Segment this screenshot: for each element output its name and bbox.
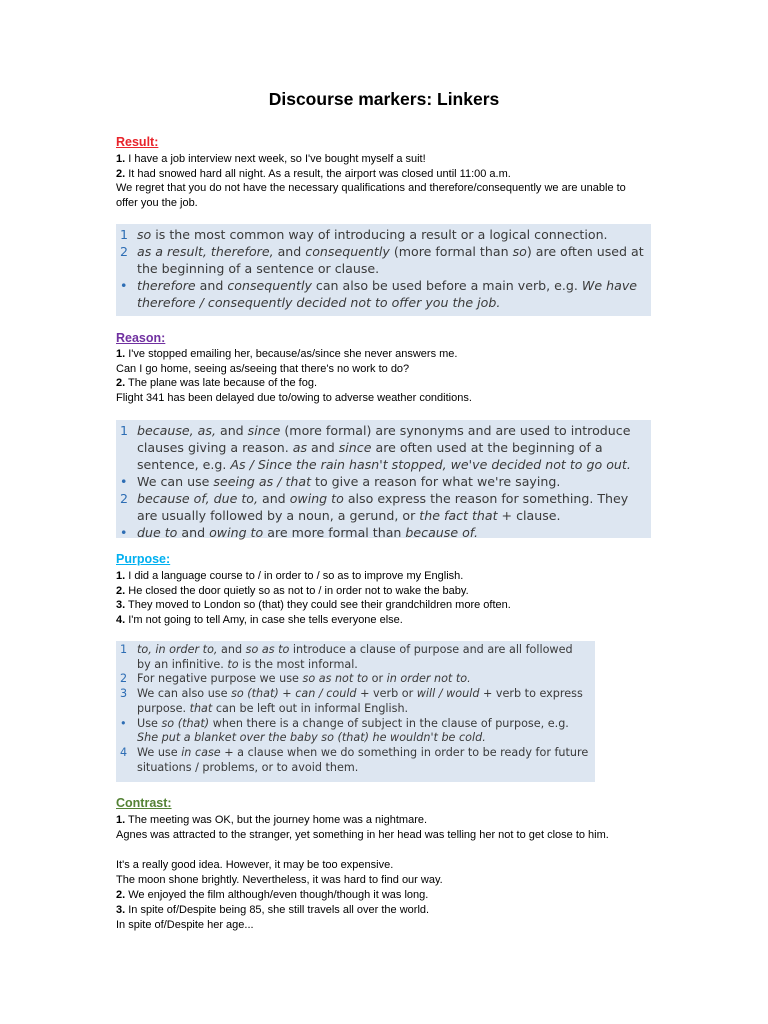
rule-text: We can use seeing as / that to give a reason for what we're saying. [137,474,561,489]
contrast-example-line [116,858,393,873]
rule-text: as a result, therefore, and consequently (more formal than so) are often used at the beginning of a sentence or clause. [137,244,644,276]
example-number: 3. [116,599,126,611]
example-text: Flight 341 has been delayed due to/owing to adverse weather conditions. [116,392,472,404]
purpose-rule-row [120,687,589,716]
purpose-grammar-box [116,641,595,782]
reason-rule-row [120,490,645,524]
result-rule-row [120,226,645,243]
reason-example-line [116,376,317,391]
contrast-example-line [116,888,428,903]
example-text: We regret that you do not have the necessary qualifications and therefore/consequently we are unable to offer you the job. [116,182,626,209]
rule-text: because, as, and since (more formal) are synonyms and are used to introduce clauses giving a reason. as and since are often used at the beginning of a sentence, e.g. As / Since the rain hasn't stopped, we've decided not to go out. [137,423,631,472]
contrast-example-line [116,903,429,918]
result-example-line [116,152,426,167]
example-number: 3. [116,904,126,916]
example-number: 2. [116,377,126,389]
example-number: 2. [116,585,126,597]
result-rule-row [120,243,645,277]
example-text: I've stopped emailing her, because/as/since she never answers me. [125,348,458,360]
reason-rule-row [120,473,645,490]
reason-heading: Reason: [116,331,166,345]
example-text: Agnes was attracted to the stranger, yet something in her head was telling her not to get close to him. [116,829,609,841]
purpose-example-line [116,598,511,613]
example-number: 1. [116,570,126,582]
reason-grammar-box [116,420,651,538]
rule-number: 2 [120,244,129,259]
example-number: 2. [116,168,126,180]
example-text: They moved to London so (that) they could see their grandchildren more often. [125,599,511,611]
example-number: 1. [116,153,126,165]
rule-text: due to and owing to are more formal than because of. [137,525,479,540]
result-heading: Result: [116,135,159,149]
example-text: He closed the door quietly so as not to / in order not to wake the baby. [125,585,469,597]
bullet-marker: • [120,716,127,730]
reason-rule-row [120,422,645,473]
reason-example-line [116,362,409,377]
example-number: 4. [116,614,126,626]
example-number: 2. [116,889,126,901]
page-title: Discourse markers: Linkers [268,89,500,109]
result-grammar-box [116,224,651,316]
rule-number: 2 [120,672,128,686]
example-text: It's a really good idea. However, it may be too expensive. [116,859,394,871]
example-text: I have a job interview next week, so I've bought myself a suit! [125,153,426,165]
example-number: 1. [116,348,126,360]
result-example-line [116,181,636,211]
rule-number: 1 [120,423,129,438]
bullet-marker: • [120,474,128,489]
example-text: I'm not going to tell Amy, in case she tells everyone else. [125,614,403,626]
rule-text: because of, due to, and owing to also express the reason for something. They are usually followed by a noun, a gerund, or the fact that + clause. [137,491,629,523]
rule-text: Use so (that) when there is a change of subject in the clause of purpose, e.g. She put a blanket over the baby so (that) he wouldn't be cold. [137,716,569,745]
rule-number: 1 [120,643,128,656]
example-text: In spite of/Despite her age... [116,919,254,931]
rule-text: We use in case + a clause when we do something in order to be ready for future situations / problems, or to avoid them. [137,745,589,774]
contrast-example-line [116,813,427,828]
example-text: The meeting was OK, but the journey home was a nightmare. [125,814,428,826]
purpose-example-line [116,613,403,628]
contrast-example-line [116,918,254,933]
contrast-example-line [116,873,443,888]
rule-number: 2 [120,491,129,506]
contrast-heading: Contrast: [116,796,172,810]
rule-text: so is the most common way of introducing a result or a logical connection. [137,227,608,242]
example-text: I did a language course to / in order to / so as to improve my English. [125,570,464,582]
example-text: In spite of/Despite being 85, she still travels all over the world. [125,904,430,916]
rule-text: therefore and consequently can also be used before a main verb, e.g. We have therefore / consequently decided not to offer you the job. [137,278,638,310]
rule-number: 1 [120,227,129,242]
purpose-rule-row [120,746,589,775]
purpose-rule-row [120,717,589,746]
reason-example-line [116,391,472,406]
purpose-example-line [116,569,463,584]
purpose-heading: Purpose: [116,552,171,566]
example-text: Can I go home, seeing as/seeing that there's no work to do? [116,363,410,375]
rule-text: to, in order to, and so as to introduce a clause of purpose and are all followed by an infinitive. to is the most informal. [137,643,573,671]
example-text: The moon shone brightly. Nevertheless, it was hard to find our way. [116,874,443,886]
example-text: It had snowed hard all night. As a result, the airport was closed until 11:00 a.m. [125,168,511,180]
reason-example-line [116,347,457,362]
reason-rule-row [120,524,645,541]
contrast-example-line [116,828,636,843]
rule-number: 3 [120,687,128,701]
purpose-rule-row [120,672,589,687]
bullet-marker: • [120,278,128,293]
purpose-rule-row [120,643,589,672]
example-number: 1. [116,814,126,826]
result-rule-row [120,277,645,311]
rule-text: For negative purpose we use so as not to or in order not to. [137,672,471,686]
bullet-marker: • [120,525,128,540]
example-text: We enjoyed the film although/even though/though it was long. [125,889,429,901]
rule-number: 4 [120,745,128,759]
result-example-line [116,167,511,182]
rule-text: We can also use so (that) + can / could + verb or will / would + verb to express purpose. that can be left out in informal English. [137,687,583,715]
example-text: The plane was late because of the fog. [125,377,318,389]
purpose-example-line [116,584,469,599]
